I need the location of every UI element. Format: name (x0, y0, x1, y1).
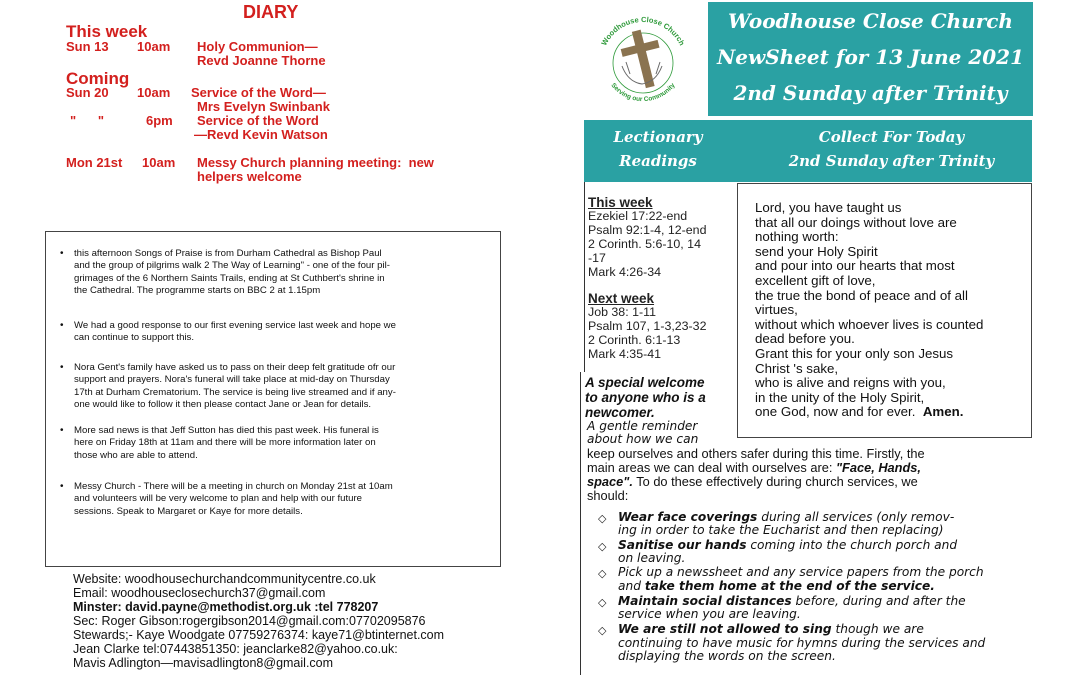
welcome-divider (580, 372, 581, 675)
collect-line: Christ 's sake, (755, 360, 839, 376)
diamond-bullet-icon: ◇ (598, 513, 607, 525)
masthead-sunday: 2nd Sunday after Trinity (733, 81, 1008, 105)
reading: Psalm 92:1-4, 12-end (588, 223, 707, 237)
safety-item-cont: continuing to have music for hymns during the services and (618, 636, 986, 650)
masthead (708, 2, 1033, 116)
collect-line: and pour into our hearts that most (755, 258, 955, 274)
next-week-label: Next week (588, 291, 655, 306)
collect-line: Grant this for your only son Jesus (755, 346, 954, 361)
notices-box (45, 231, 501, 567)
diary-time: 10am (137, 85, 171, 100)
diary-time: 10am (142, 155, 176, 170)
amen-text: Amen. (922, 404, 964, 420)
notice-line: • this afternoon Songs of Praise is from Durham Cathedral as Bishop Paul (74, 248, 382, 259)
safety-item-cont: on leaving. (618, 551, 686, 565)
notice-line: and volunteers will be very welcome to plan and help with our future (74, 493, 362, 505)
safety-item: We are still not allowed to sing though we are (618, 622, 924, 636)
notice-line: the Cathedral. The programme starts on BBC 2 at 1.15pm (74, 284, 321, 296)
contact-secretary[interactable]: Sec: Roger Gibson:rogergibson2014@gmail.com:07702095876 (73, 614, 426, 628)
notice-item (74, 320, 490, 345)
safety-item: Wear face coverings during all services (only remov- (618, 510, 955, 524)
reading: 2 Corinth. 5:6-10, 14 (588, 237, 701, 251)
diamond-bullet-icon: ◇ (598, 568, 607, 580)
notice-line: • Nora Gent's family have asked us to pass on their deep felt gratitude ofr our (74, 362, 396, 373)
column-divider (584, 182, 585, 372)
this-week-heading: This week (66, 22, 148, 41)
collect-line: one God, now and for ever. Amen. (755, 404, 964, 420)
diamond-bullet-icon: ◇ (598, 541, 607, 553)
notice-item (74, 481, 490, 518)
welcome-body-line: main areas we can deal with ourselves are: "Face, Hands, (587, 460, 921, 475)
reading: 2 Corinth. 6:1-13 (588, 333, 681, 347)
collect-line: excellent gift of love, (755, 273, 876, 288)
diary-event: Messy Church planning meeting: new (197, 155, 434, 170)
safety-item-cont: and take them home at the end of the service. (618, 579, 935, 593)
welcome-title-line: to anyone who is a (585, 390, 706, 405)
masthead-church-name: Woodhouse Close Church (728, 9, 1013, 33)
collect-line: dead before you. (755, 331, 855, 347)
notice-line: can continue to support this. (74, 332, 194, 344)
collect-heading: Collect For Today (818, 128, 965, 146)
reading: Job 38: 1-11 (588, 305, 656, 319)
diary-day: " " (70, 113, 104, 128)
diamond-bullet-icon: ◇ (598, 597, 607, 609)
notice-line: one would like to follow it then please contact Jane or Jean for details. (74, 398, 372, 410)
safety-item-cont: service when you are leaving. (618, 607, 801, 621)
diary-time: 10am (137, 39, 171, 54)
notice-line: • We had a good response to our first evening service last week and hope we (74, 320, 396, 331)
reading: -17 (588, 251, 606, 265)
welcome-body-line: keep ourselves and others safer during this time. Firstly, the (587, 446, 925, 461)
contact-jean[interactable]: Jean Clarke tel:07443851350: jeanclarke82@yahoo.co.uk: (73, 642, 398, 656)
notice-item (74, 425, 490, 462)
logo-bottom-text: Serving our Community (609, 81, 677, 104)
collect-line: the true the bond of peace and of all (755, 287, 968, 303)
safety-item: Sanitise our hands coming into the church porch and (618, 538, 958, 552)
collect-line: nothing worth: (755, 229, 839, 245)
contact-stewards[interactable]: Stewards;- Kaye Woodgate 07759276374: kaye71@btinternet.com (73, 628, 445, 642)
readings-collect-band (584, 120, 1032, 182)
notice-item (74, 248, 490, 297)
contact-mavis[interactable]: Mavis Adlington—mavisadlington8@gmail.com (73, 656, 334, 670)
notice-item (74, 362, 490, 411)
collect-line: without which whoever lives is counted (755, 316, 984, 332)
safety-item: Maintain social distances before, during and after the (618, 594, 966, 608)
collect-line: send your Holy Spirit (755, 243, 878, 259)
diary-title: DIARY (243, 2, 299, 22)
welcome-body-line: should: (587, 488, 629, 503)
notice-line: grimages of the 6 Northern Saints Trails, ending at St Cuthbert's shrine in (74, 272, 385, 284)
collect-box (737, 183, 1032, 438)
contact-minister[interactable]: Minster: david.payne@methodist.org.uk :tel 778207 (73, 600, 379, 614)
masthead-newsheet-date: NewSheet for 13 June 2021 (717, 45, 1024, 69)
safety-item-cont: displaying the words on the screen. (618, 649, 836, 663)
diary-event: Holy Communion— (197, 39, 318, 54)
readings-heading: Readings (619, 152, 697, 170)
safety-item-cont: ing in order to take the Eucharist and then replacing) (618, 523, 944, 537)
collect-line: that all our doings without love are (755, 214, 957, 230)
diary-detail: Revd Joanne Thorne (197, 53, 326, 68)
collect-subheading: 2nd Sunday after Trinity (788, 152, 995, 170)
diary-detail: helpers welcome (197, 169, 302, 184)
notice-line: • Messy Church - There will be a meeting in church on Monday 21st at 10am (74, 481, 393, 492)
notice-line: those who are able to attend. (74, 449, 198, 461)
notice-line: here on Friday 18th at 11am and there will be more information later on (74, 437, 376, 449)
collect-line: in the unity of the Holy Spirit, (755, 389, 925, 405)
safety-item: Pick up a newssheet and any service papers from the porch (618, 565, 984, 579)
coming-heading: Coming (66, 69, 130, 88)
diary-event: Service of the Word (197, 113, 319, 128)
welcome-title-line: newcomer. (585, 405, 655, 420)
diary-detail: —Revd Kevin Watson (194, 127, 328, 142)
reading: Mark 4:35-41 (588, 347, 662, 361)
notice-line: • More sad news is that Jeff Sutton has died this past week. His funeral is (74, 425, 379, 436)
diary-day: Mon 21st (66, 155, 123, 170)
church-logo (588, 8, 698, 113)
this-week-label: This week (588, 195, 653, 210)
diary-time: 6pm (146, 113, 173, 128)
welcome-title-line: A special welcome (585, 375, 705, 390)
welcome-intro-line: A gentle reminder (587, 419, 698, 433)
contact-website[interactable]: Website: woodhousechurchandcommunitycentre.co.uk (73, 572, 376, 586)
reading: Psalm 107, 1-3,23-32 (588, 319, 707, 333)
collect-line: who is alive and reigns with you, (755, 375, 946, 391)
welcome-body-line: space". To do these effectively during church services, we (587, 474, 918, 489)
notice-line: support and prayers. Nora's funeral will take place at mid-day on Thursday (74, 374, 390, 386)
diary-day: Sun 20 (66, 85, 109, 100)
notice-line: 17th at Durham Crematorium. The service is being live streamed and if any- (74, 386, 396, 398)
notice-line: sessions. Speak to Margaret or Kaye for more details. (74, 505, 303, 517)
lectionary-heading: Lectionary (613, 128, 703, 146)
diary-day: Sun 13 (66, 39, 109, 54)
reading: Mark 4:26-34 (588, 265, 662, 279)
reading: Ezekiel 17:22-end (588, 209, 688, 223)
diary-detail: Mrs Evelyn Swinbank (197, 99, 330, 114)
notice-line: and the group of pilgrims walk 2 The Way of Learning" - one of the four pil- (74, 260, 390, 272)
diary-event: Service of the Word— (191, 85, 326, 100)
welcome-intro-line: about how we can (587, 432, 699, 446)
collect-line: virtues, (755, 302, 798, 318)
collect-line: Lord, you have taught us (755, 200, 902, 215)
diamond-bullet-icon: ◇ (598, 625, 607, 637)
logo-top-text: Woodhouse Close Church (599, 14, 687, 48)
contact-email[interactable]: Email: woodhouseclosechurch37@gmail.com (73, 586, 326, 600)
